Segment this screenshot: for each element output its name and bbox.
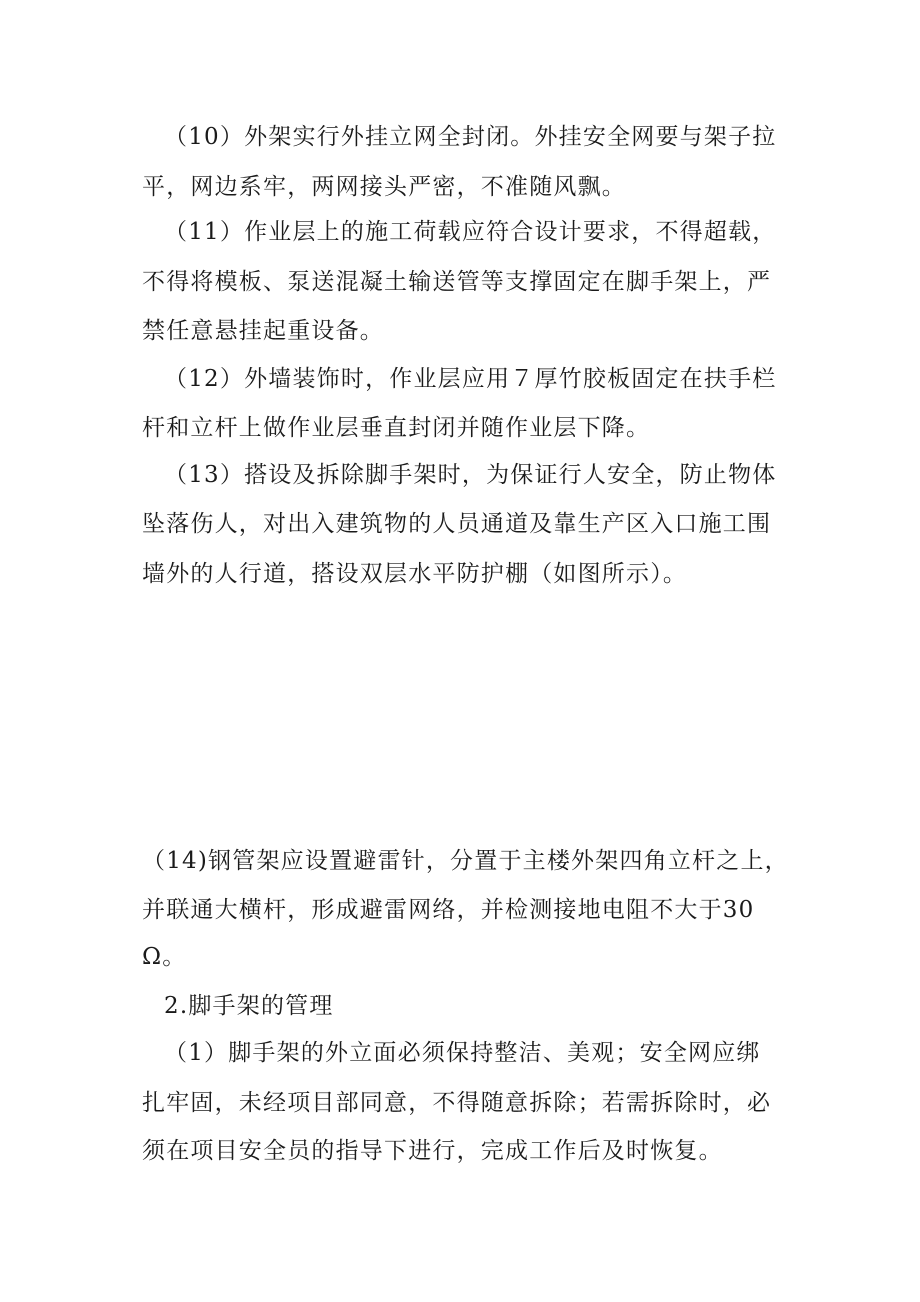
para-14-line-2: 并联通大横杆，形成避雷网络，并检测接地电阻不大于30 (142, 897, 755, 923)
para-10-line-1: （10）外架实行外挂立网全封闭。外挂安全网要与架子拉 (164, 124, 777, 150)
para-11-line-1: （11）作业层上的施工荷载应符合设计要求，不得超载， (164, 219, 777, 245)
para-12-line-2: 杆和立杆上做作业层垂直封闭并随作业层下降。 (142, 415, 651, 441)
section-heading-scaffold-management: 2.脚手架的管理 (164, 993, 334, 1019)
para-mgmt-1-line-2: 扎牢固，未经项目部同意，不得随意拆除；若需拆除时，必 (142, 1090, 772, 1116)
para-11-line-3: 禁任意悬挂起重设备。 (142, 318, 384, 344)
para-10-line-2: 平，网边系牢，两网接头严密，不准随风飘。 (142, 174, 626, 200)
para-mgmt-1-line-3: 须在项目安全员的指导下进行，完成工作后及时恢复。 (142, 1138, 723, 1164)
para-mgmt-1-line-1: （1）脚手架的外立面必须保持整洁、美观；安全网应绑 (164, 1040, 761, 1066)
para-13-line-3: 墙外的人行道，搭设双层水平防护棚（如图所示）。 (142, 561, 688, 587)
para-13-line-1: （13）搭设及拆除脚手架时，为保证行人安全，防止物体 (164, 462, 777, 488)
para-12-line-1: （12）外墙装饰时，作业层应用７厚竹胶板固定在扶手栏 (164, 366, 777, 392)
para-13-line-2: 坠落伤人，对出入建筑物的人员通道及靠生产区入口施工围 (142, 511, 772, 537)
para-11-line-2: 不得将模板、泵送混凝土输送管等支撑固定在脚手架上，严 (142, 269, 772, 295)
para-14-line-1: （14)钢管架应设置避雷针，分置于主楼外架四角立杆之上， (142, 848, 789, 874)
para-14-line-3: Ω。 (142, 944, 187, 970)
